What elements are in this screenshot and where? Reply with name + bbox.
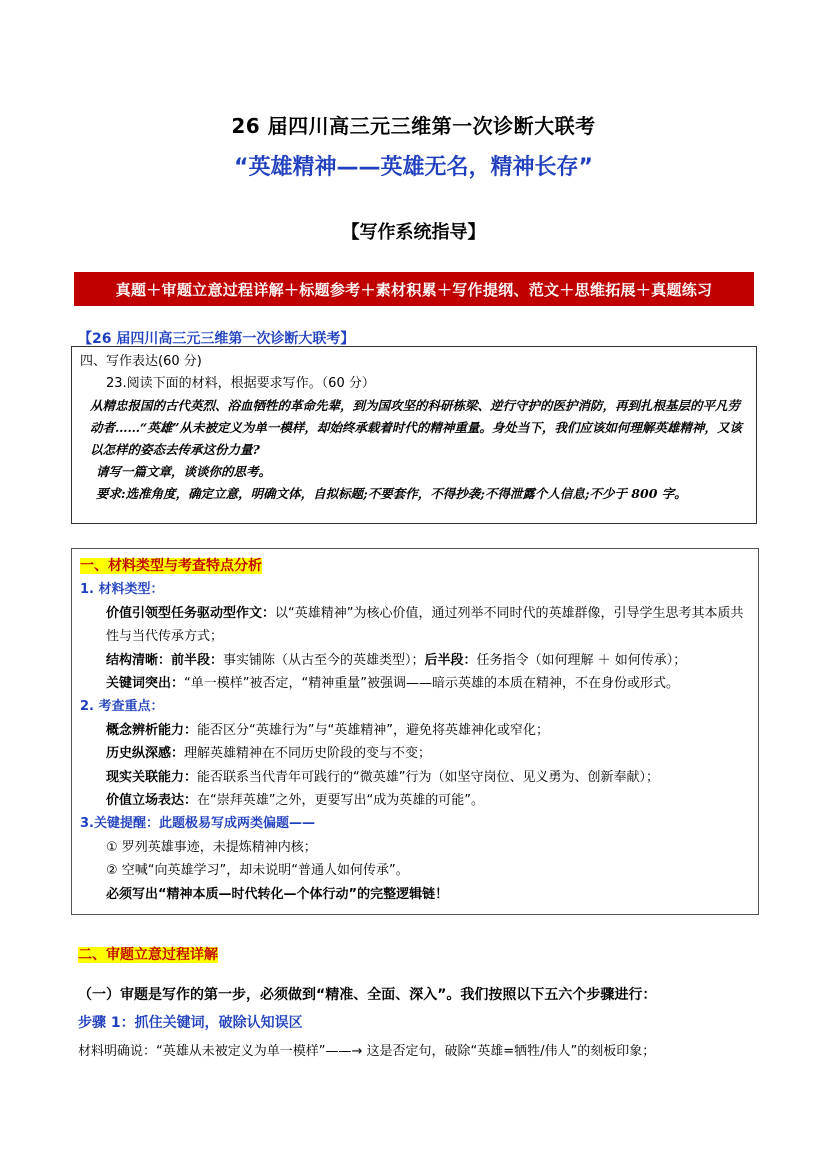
section-heading: 【写作系统指导】	[341, 222, 486, 243]
analysis-item: 价值引领型任务驱动型作文：以“英雄精神”为核心价值，通过列举不同时代的英雄群像，引导学生思考其本质共性与当代传承方式；	[106, 605, 744, 645]
analysis-warning: ① 罗列英雄事迹，未提炼精神内核；	[106, 839, 317, 855]
analysis-point-3: 3.关键提醒：此题极易写成两类偏题——	[80, 816, 315, 832]
analysis-item: 历史纵深感：理解英雄精神在不同历史阶段的变与不变；	[106, 746, 432, 762]
question-material: 从精忠报国的古代英烈、浴血牺牲的革命先辈，到为国攻坚的科研栋梁、逆行守护的医护消防，再到扎根基层的平凡劳动者……“英雄”从未被定义为单一模样，却始终承载着时代的精神重量。身处当下，我们应该如何理解英雄精神，又该以怎样的姿态去传承这份力量?	[90, 398, 742, 457]
step-1-text: 材料明确说：“英雄从未被定义为单一模样”——→ 这是否定句，破除“英雄=牺牲/伟人”的刻板印象；	[78, 1044, 656, 1059]
analysis-item: 价值立场表达：在“崇拜英雄”之外，更要写出“成为英雄的可能”。	[106, 793, 484, 809]
page-title: 26 届四川高三元三维第一次诊断大联考	[231, 114, 596, 138]
section-2-heading: 二、审题立意过程详解	[78, 947, 218, 963]
analysis-point-2: 2. 考查重点：	[80, 699, 164, 715]
question-intro: 23.阅读下面的材料，根据要求写作。（60 分）	[106, 376, 375, 391]
analysis-item: 现实关联能力：能否联系当代青年可践行的“微英雄”行为（如坚守岗位、见义勇为、创新奉献）；	[106, 769, 659, 785]
analysis-warning: ② 空喊“向英雄学习”，却未说明“普通人如何传承”。	[106, 863, 409, 879]
question-part: 四、写作表达(60 分)	[80, 354, 202, 369]
page-subtitle: “英雄精神——英雄无名，精神长存”	[234, 155, 593, 180]
analysis-must: 必须写出“精神本质—时代转化—个体行动”的完整逻辑链！	[106, 886, 449, 902]
analysis-item: 关键词突出：“单一模样”被否定，“精神重量”被强调——暗示英雄的本质在精神，不在身份或形式。	[106, 676, 679, 692]
analysis-item: 概念辨析能力：能否区分“英雄行为”与“英雄精神”，避免将英雄神化或窄化；	[106, 722, 549, 738]
exam-source-label: 【26 届四川高三元三维第一次诊断大联考】	[78, 331, 355, 347]
question-requirement: 要求:选准角度，确定立意，明确文体，自拟标题;不要套作，不得抄袭;不得泄露个人信息;不少于 800 字。	[96, 486, 687, 501]
question-task: 请写一篇文章，谈谈你的思考。	[96, 464, 272, 479]
section-2-intro: （一）审题是写作的第一步，必须做到“精准、全面、深入”。我们按照以下五六个步骤进行：	[78, 987, 657, 1003]
content-banner: 真题＋审题立意过程详解＋标题参考＋素材积累＋写作提纲、范文＋思维拓展＋真题练习	[74, 272, 754, 306]
question-box	[71, 346, 757, 524]
analysis-point-1: 1. 材料类型：	[80, 582, 164, 598]
analysis-box	[71, 548, 759, 915]
step-1-heading: 步骤 1：抓住关键词，破除认知误区	[78, 1015, 303, 1031]
analysis-item: 结构清晰：前半段：事实铺陈（从古至今的英雄类型）；后半段：任务指令（如何理解 ＋ 如何传承）；	[106, 652, 687, 668]
analysis-heading: 一、材料类型与考查特点分析	[80, 558, 262, 574]
